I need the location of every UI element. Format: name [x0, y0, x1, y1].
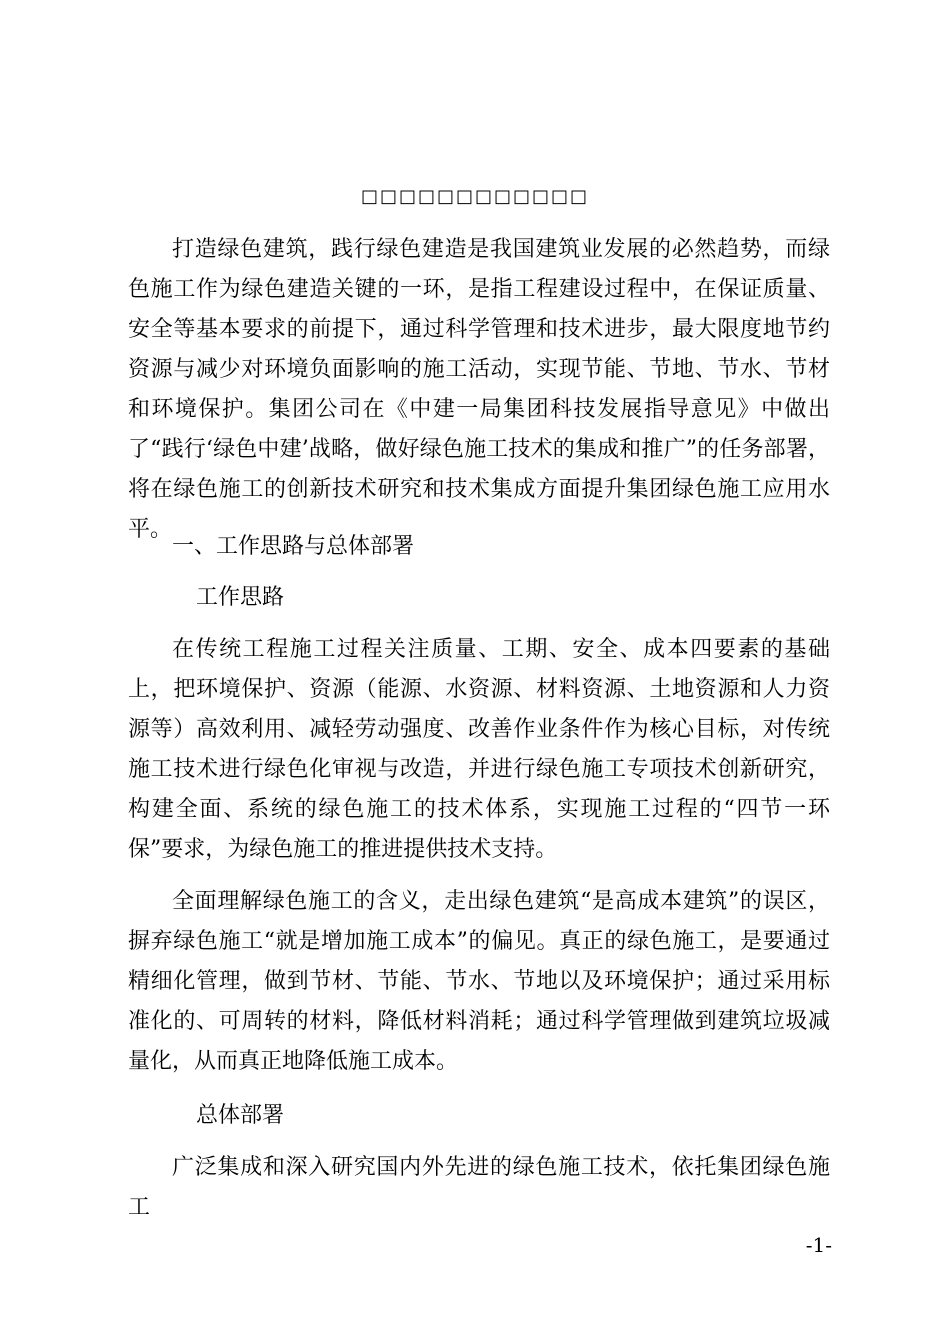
work-approach-paragraph: 在传统工程施工过程关注质量、工期、安全、成本四要素的基础上，把环境保护、资源（能源、水资源、材料资源、土地资源和人力资源等）高效利用、减轻劳动强度、改善作业条件作为核心目标，对传统施工技术进行绿色化审视与改造，并进行绿色施工专项技术创新研究，构建全面、系统的绿色施工的技术体系，实现施工过程的“四节一环保”要求，为绿色施工的推进提供技术支持。 [128, 637, 830, 862]
document-title: □□□□□□□□□□□□ [360, 186, 590, 207]
section-heading-work-approach: 一、工作思路与总体部署 [172, 534, 415, 559]
deployment-paragraph: 广泛集成和深入研究国内外先进的绿色施工技术，依托集团绿色施工 [128, 1155, 830, 1220]
green-construction-paragraph: 全面理解绿色施工的含义，走出绿色建筑“是高成本建筑”的误区，摒弃绿色施工“就是增加施工成本”的偏见。真正的绿色施工，是要通过精细化管理，做到节材、节能、节水、节地以及环境保护；通过采用标准化的、可周转的材料，降低材料消耗；通过科学管理做到建筑垃圾减量化，从而真正地降低施工成本。 [128, 889, 830, 1074]
intro-paragraph: 打造绿色建筑，践行绿色建造是我国建筑业发展的必然趋势，而绿色施工作为绿色建造关键的一环，是指工程建设过程中，在保证质量、安全等基本要求的前提下，通过科学管理和技术进步，最大限度地节约资源与减少对环境负面影响的施工活动，实现节能、节地、节水、节材和环境保护。集团公司在《中建一局集团科技发展指导意见》中做出了“践行‘绿色中建’战略，做好绿色施工技术的集成和推广”的任务部署，将在绿色施工的创新技术研究和技术集成方面提升集团绿色施工应用水平。 [128, 237, 830, 542]
subheading-overall-deployment: 总体部署 [196, 1103, 285, 1128]
subheading-work-approach: 工作思路 [196, 585, 285, 610]
page-number: -1- [805, 1233, 832, 1257]
